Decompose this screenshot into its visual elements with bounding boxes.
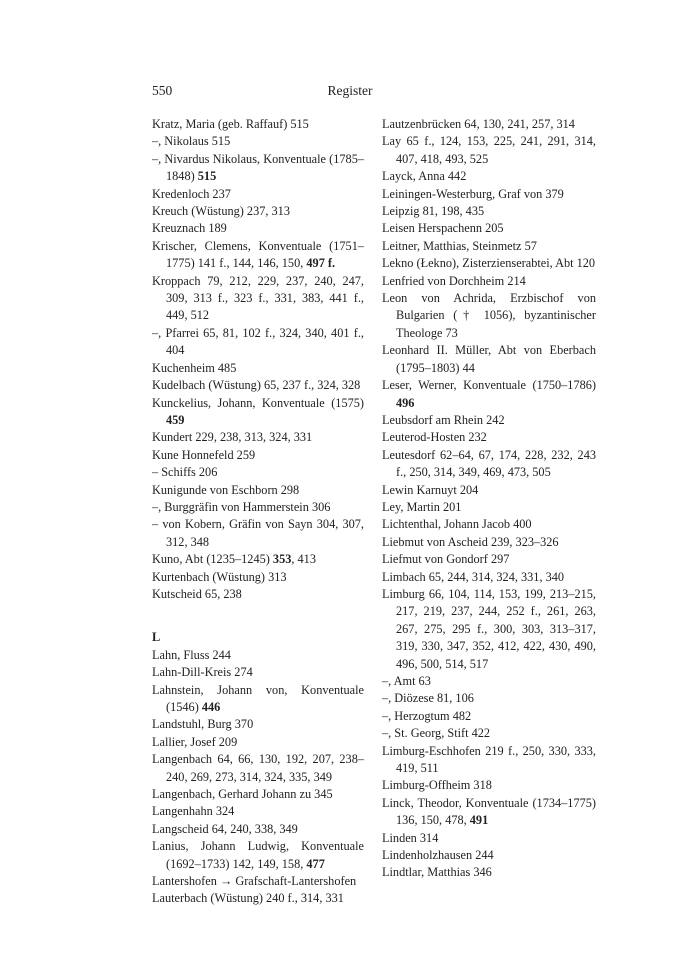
index-entry: Leisen Herspachenn 205 bbox=[382, 221, 504, 236]
index-entry: Krischer, Clemens, Konventuale (1751–1775) 141 f., 144, 146, 150, 497 f. bbox=[152, 238, 364, 271]
index-entry: – Schiffs 206 bbox=[152, 465, 218, 480]
index-column-right bbox=[382, 116, 596, 882]
index-entry: –, Diözese 81, 106 bbox=[382, 691, 474, 706]
index-entry: Kudelbach (Wüstung) 65, 237 f., 324, 328 bbox=[152, 378, 361, 393]
index-entry: Lahnstein, Johann von, Konventuale (1546) 446 bbox=[152, 682, 364, 714]
index-entry: Lautzenbrücken 64, 130, 241, 257, 314 bbox=[382, 117, 575, 131]
index-entry: – von Kobern, Gräfin von Sayn 304, 307, 312, 348 bbox=[152, 517, 364, 549]
bold-page-ref: 497 f. bbox=[306, 256, 336, 271]
index-entry: Linden 314 bbox=[382, 830, 439, 845]
index-entry: Kunckelius, Johann, Konventuale (1575) 459 bbox=[152, 395, 364, 427]
index-entry: Leutesdorf 62–64, 67, 174, 228, 232, 243 f., 250, 314, 349, 469, 473, 505 bbox=[382, 447, 596, 480]
index-entry: Kroppach 79, 212, 229, 237, 240, 247, 309, 313 f., 323 f., 331, 383, 441 f., 449, 512 bbox=[152, 273, 364, 323]
index-entry: Leuterod-Hosten 232 bbox=[382, 430, 487, 445]
index-column-left bbox=[152, 116, 364, 908]
index-entry: Kreuznach 189 bbox=[152, 221, 227, 236]
index-entry: Leser, Werner, Konventuale (1750–1786) 496 bbox=[382, 378, 596, 410]
index-entry: Lewin Karnuyt 204 bbox=[382, 482, 479, 497]
index-entry: Lantershofen → Grafschaft-Lantershofen bbox=[152, 874, 357, 889]
index-entry: Leubsdorf am Rhein 242 bbox=[382, 412, 505, 427]
index-entry: Lichtenthal, Johann Jacob 400 bbox=[382, 517, 532, 532]
index-entry: Landstuhl, Burg 370 bbox=[152, 717, 254, 732]
bold-page-ref: 459 bbox=[166, 412, 185, 427]
index-entry: Ley, Martin 201 bbox=[382, 499, 462, 514]
index-entry: –, Herzogtum 482 bbox=[382, 708, 472, 723]
index-entry: Lekno (Łekno), Zisterzienserabtei, Abt 120 bbox=[382, 256, 596, 271]
section-letter-heading: L bbox=[152, 630, 161, 645]
index-entry: Kratz, Maria (geb. Raffauf) 515 bbox=[152, 117, 309, 131]
index-entry: Kurtenbach (Wüstung) 313 bbox=[152, 569, 287, 584]
index-entry: Lay 65 f., 124, 153, 225, 241, 291, 314, 407, 418, 493, 525 bbox=[382, 134, 596, 166]
index-entry: Kreuch (Wüstung) 237, 313 bbox=[152, 204, 290, 219]
bold-page-ref: 353 bbox=[272, 552, 292, 567]
index-entry: Kredenloch 237 bbox=[152, 186, 231, 201]
index-entry: Lindtlar, Matthias 346 bbox=[382, 865, 492, 880]
index-entry: –, Nikolaus 515 bbox=[152, 134, 231, 149]
index-entry: Leipzig 81, 198, 435 bbox=[382, 204, 485, 219]
bold-page-ref: 515 bbox=[197, 169, 217, 184]
index-entry: Lanius, Johann Ludwig, Konventuale (1692–1733) 142, 149, 158, 477 bbox=[152, 839, 364, 871]
index-entry: Limburg 66, 104, 114, 153, 199, 213–215, 217, 219, 237, 244, 252 f., 261, 263, 267, 275, 295 f., 300, 303, 313–317, 319, 330, 347, 352, 412, 422, 430, 490, 496, 500, 514, 517 bbox=[382, 586, 596, 671]
index-entry: –, Amt 63 bbox=[382, 674, 431, 688]
running-head: Register bbox=[327, 83, 373, 98]
index-entry: Kuno, Abt (1235–1245) 353, 413 bbox=[152, 552, 316, 567]
index-entry: Lallier, Josef 209 bbox=[152, 734, 238, 749]
index-entry: Lahn-Dill-Kreis 274 bbox=[152, 665, 253, 680]
section-gap bbox=[152, 603, 364, 629]
index-entry: Layck, Anna 442 bbox=[382, 169, 467, 184]
index-entry: Lindenholzhausen 244 bbox=[382, 848, 494, 863]
index-entry: Liefmut von Gondorf 297 bbox=[382, 552, 510, 567]
index-entry: Lenfried von Dorchheim 214 bbox=[382, 273, 526, 288]
index-entry: Lauterbach (Wüstung) 240 f., 314, 331 bbox=[152, 891, 344, 906]
index-entry: Leon von Achrida, Erzbischof von Bulgarien († 1056), byzantinischer Theologe 73 bbox=[382, 291, 596, 340]
index-entry: Kune Honnefeld 259 bbox=[152, 447, 256, 462]
index-entry: Kuchenheim 485 bbox=[152, 360, 237, 375]
index-entry: Langenbach, Gerhard Johann zu 345 bbox=[152, 787, 333, 802]
index-entry: Langscheid 64, 240, 338, 349 bbox=[152, 821, 298, 836]
page-number: 550 bbox=[152, 83, 173, 98]
index-entry: –, St. Georg, Stift 422 bbox=[382, 726, 491, 741]
index-entry: –, Burggräfin von Hammerstein 306 bbox=[152, 499, 331, 514]
index-entry: Kunigunde von Eschborn 298 bbox=[152, 482, 300, 497]
index-entry: Limburg-Offheim 318 bbox=[382, 778, 492, 793]
bold-page-ref: 491 bbox=[469, 813, 489, 828]
bold-page-ref: 496 bbox=[396, 395, 415, 410]
index-entry: –, Nivardus Nikolaus, Konventuale (1785–1848) 515 bbox=[152, 151, 364, 184]
index-entry: Lahn, Fluss 244 bbox=[152, 647, 231, 662]
index-entry: Leitner, Matthias, Steinmetz 57 bbox=[382, 238, 537, 253]
index-entry: Liebmut von Ascheid 239, 323–326 bbox=[382, 534, 559, 549]
index-entry: Linck, Theodor, Konventuale (1734–1775) 136, 150, 478, 491 bbox=[382, 795, 596, 828]
index-entry: Limbach 65, 244, 314, 324, 331, 340 bbox=[382, 569, 565, 584]
index-entry: Leiningen-Westerburg, Graf von 379 bbox=[382, 186, 564, 201]
index-entry: Kundert 229, 238, 313, 324, 331 bbox=[152, 430, 313, 445]
index-entry: Limburg-Eschhofen 219 f., 250, 330, 333, 419, 511 bbox=[382, 743, 596, 776]
bold-page-ref: 477 bbox=[306, 856, 325, 871]
index-entry: Leonhard II. Müller, Abt von Eberbach (1795–1803) 44 bbox=[382, 343, 596, 375]
index-entry: Langenbach 64, 66, 130, 192, 207, 238–240, 269, 273, 314, 324, 335, 349 bbox=[152, 752, 364, 784]
index-entry: Langenhahn 324 bbox=[152, 804, 235, 819]
bold-page-ref: 446 bbox=[201, 700, 221, 714]
index-entry: Kutscheid 65, 238 bbox=[152, 586, 242, 601]
index-entry: –, Pfarrei 65, 81, 102 f., 324, 340, 401 f., 404 bbox=[152, 325, 364, 358]
